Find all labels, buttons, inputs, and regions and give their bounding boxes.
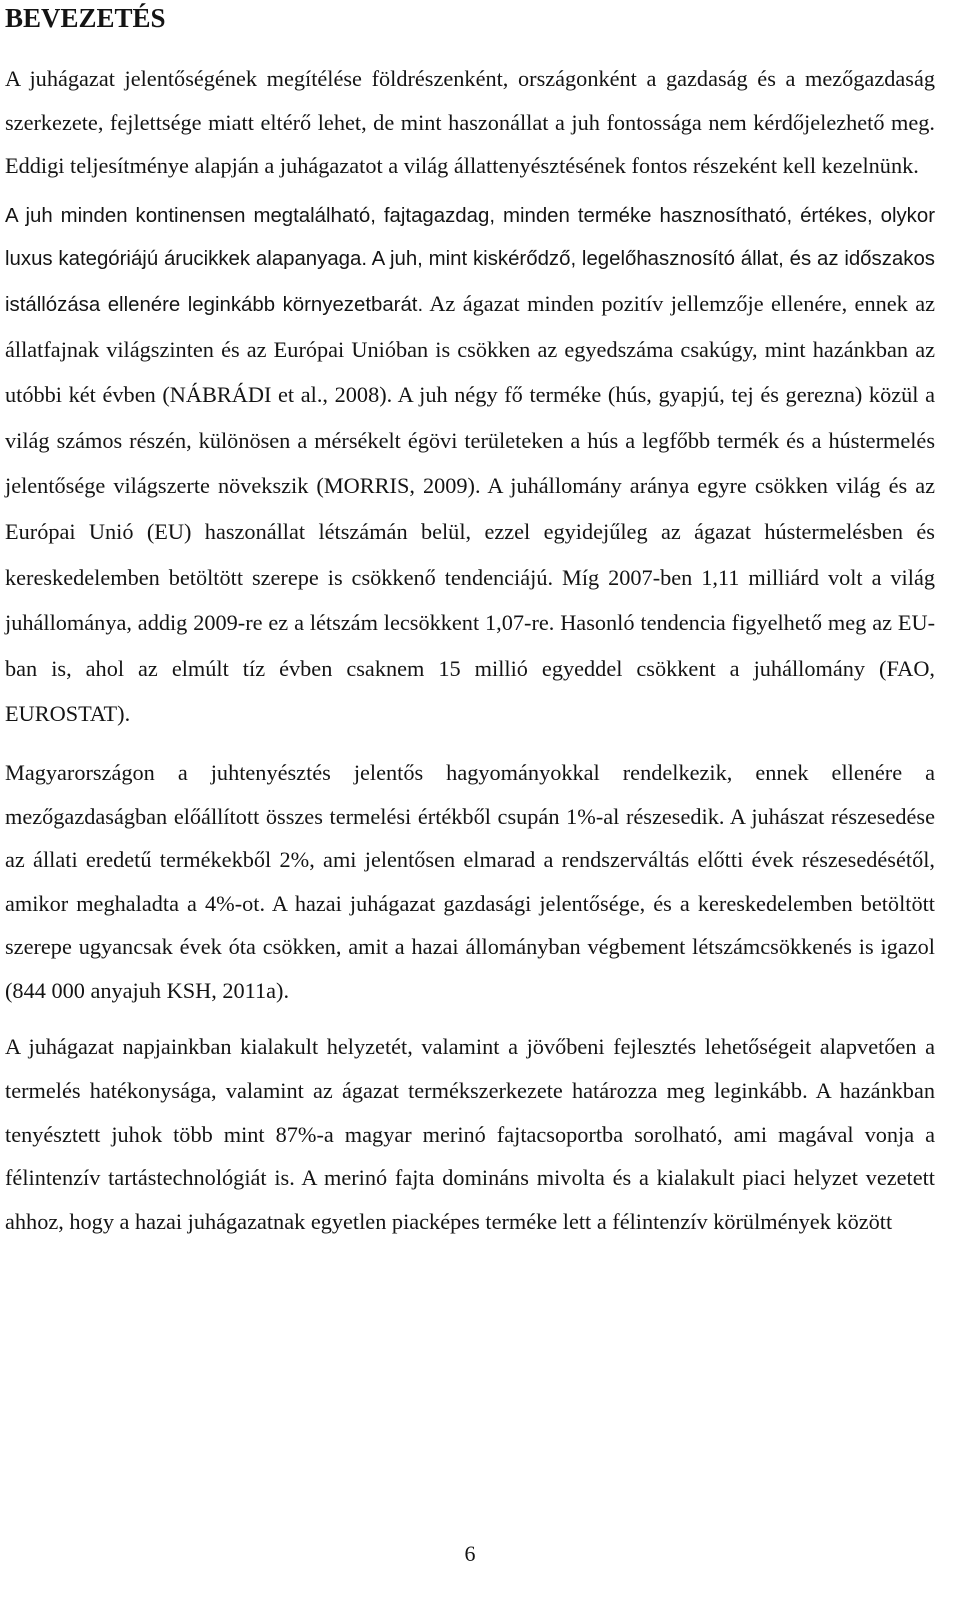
page-number: 6: [464, 1541, 476, 1566]
paragraph-4: [5, 1025, 935, 1243]
section-heading: BEVEZETÉS: [5, 3, 166, 33]
paragraph-1-text: A juhágazat jelentőségének megítélése földrészenként, országonként a gazdaság és a mezőgazdaság szerkezete, fejlettsége miatt eltérő lehet, de mint haszonállat a juh fontossága nem kérdőjelezhető meg. Eddigi teljesítménye alapján a juhágazatot a világ állattenyésztésének fontos részeként kell kezelnünk.: [5, 66, 935, 179]
paragraph-4-text: A juhágazat napjainkban kialakult helyzetét, valamint a jövőbeni fejlesztés lehetőségeit alapvetően a termelés hatékonysága, valamint az ágazat termékszerkezete határozza meg leginkább. A hazánkban tenyésztett juhok több mint 87%-a magyar merinó fajtacsoportba sorolható, ami magával vonja a félintenzív tartástechnológiát is. A merinó fajta domináns mivolta és a kialakult piaci helyzet vezetett ahhoz, hogy a hazai juhágazatnak egyetlen piacképes terméke lett a félintenzív körülmények között: [5, 1034, 935, 1234]
paragraph-3-text: Magyarországon a juhtenyésztés jelentős hagyományokkal rendelkezik, ennek ellenére a mezőgazdaságban előállított összes termelési értékből csupán 1%-al részesedik. A juhászat részesedése az állati eredetű termékekből 2%, ami jelentősen elmarad a rendszerváltás előtti évek részesedésétől, amikor meghaladta a 4%-ot. A hazai juhágazat gazdasági jelentősége, és a kereskedelemben betöltött szerepe ugyancsak évek óta csökken, amit a hazai állományban végbement létszámcsökkenés is igazol (844 000 anyajuh KSH, 2011a).: [5, 759, 935, 1003]
paragraph-2: [5, 195, 935, 738]
paragraph-3: [5, 751, 935, 1013]
document-page: [5, 0, 935, 1243]
paragraph-1: [5, 57, 935, 188]
paragraph-2-serif-text: Az ágazat minden pozitív jellemzője ellenére, ennek az állatfajnak világszinten és az Európai Unióban is csökken az egyedszáma csakúgy, mint hazánkban az utóbbi két évben (NÁBRÁDI et al., 2008). A juh négy fő terméke (hús, gyapjú, tej és gerezna) közül a világ számos részén, különösen a mérsékelt égövi területeken a hús a legfőbb termék és a hústermelés jelentősége világszerte növekszik (MORRIS, 2009). A juhállomány aránya egyre csökken világ és az Európai Unió (EU) haszonállat létszámán belül, ezzel egyidejűleg az ágazat hústermelésben és kereskedelemben betöltött szerepe is csökkenő tendenciájú. Míg 2007-ben 1,11 milliárd volt a világ juhállománya, addig 2009-re ez a létszám lecsökkent 1,07-re. Hasonló tendencia figyelhető meg az EU-ban is, ahol az elmúlt tíz évben csaknem 15 millió egyeddel csökkent a juhállomány (FAO, EUROSTAT).: [5, 290, 936, 727]
paragraph-2-sans-text: A juh minden kontinensen megtalálható, fajtagazdag, minden terméke hasznosítható, értékes, olykor luxus kategóriájú árucikkek alapanyaga. A juh, mint kiskérődző, legelőhasznosító állat, és az időszakos istállózása ellenére leginkább környezetbarát.: [5, 204, 935, 316]
